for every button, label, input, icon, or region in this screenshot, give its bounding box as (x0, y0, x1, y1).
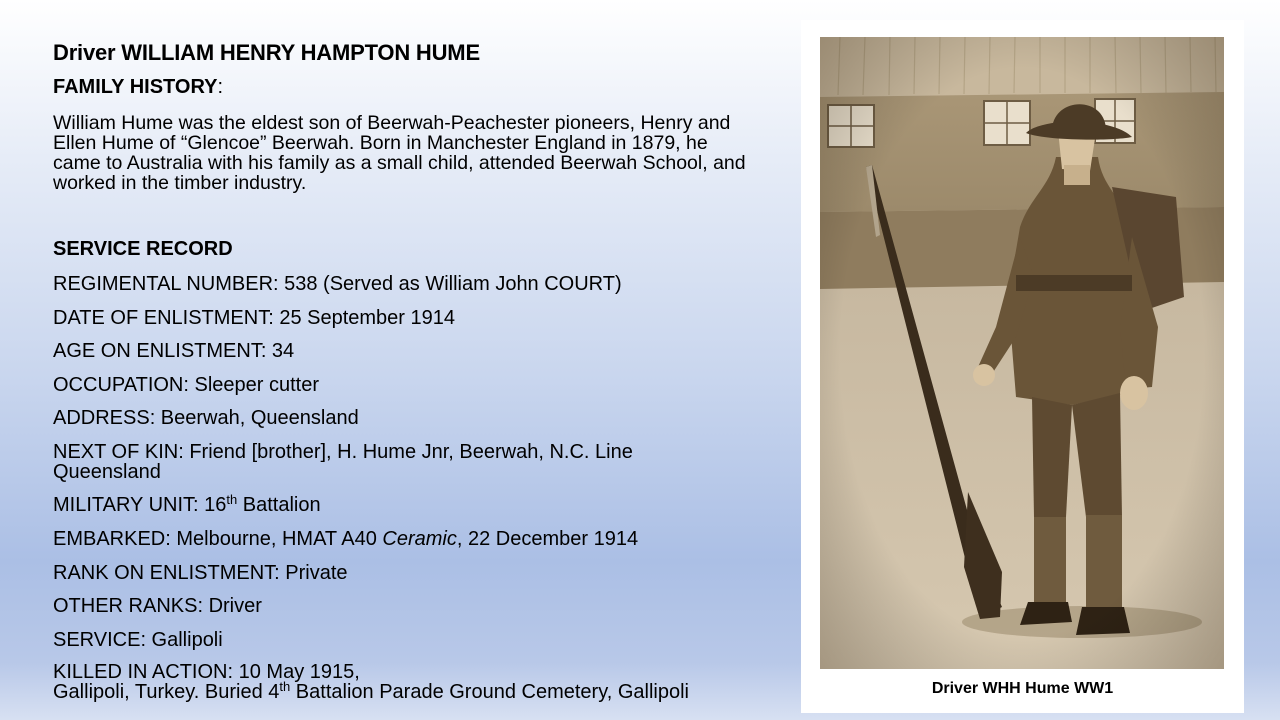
military-unit-ordinal: th (226, 492, 238, 507)
killed-line2-suffix: Battalion Parade Ground Cemetery, Gallipoli (290, 681, 689, 703)
service-record-heading: SERVICE RECORD (53, 238, 233, 260)
next-of-kin-line1: NEXT OF KIN: Friend [brother], H. Hume Jnr, Beerwah, N.C. Line (53, 441, 633, 463)
embarked (53, 529, 638, 549)
killed-in-action-line2 (53, 679, 689, 703)
embarked-ship: Ceramic (382, 528, 457, 550)
other-ranks: OTHER RANKS: Driver (53, 595, 262, 617)
family-history-heading (53, 76, 223, 99)
military-unit-suffix: Battalion (237, 494, 321, 516)
occupation: OCCUPATION: Sleeper cutter (53, 374, 319, 396)
photo-caption: Driver WHH Hume WW1 (931, 680, 1114, 697)
family-history-label: FAMILY HISTORY (53, 76, 218, 98)
date-of-enlistment: DATE OF ENLISTMENT: 25 September 1914 (53, 307, 456, 329)
embarked-prefix: EMBARKED: Melbourne, HMAT A40 (53, 528, 383, 550)
military-unit (53, 492, 321, 516)
soldier-photo (820, 37, 1224, 669)
regimental-number: REGIMENTAL NUMBER: 538 (Served as William John COURT) (53, 273, 622, 295)
family-history-body: William Hume was the eldest son of Beerwah-Peachester pioneers, Henry and Ellen Hume of “Glencoe” Beerwah. Born in Manchester England in 1879, he came to Australia with his family as a small child, attended Beerwah School, and worked in the timber industry. (53, 112, 746, 194)
soldier-photo-illustration (820, 37, 1224, 669)
age-on-enlistment: AGE ON ENLISTMENT: 34 (53, 340, 295, 362)
page-title: Driver WILLIAM HENRY HAMPTON HUME (53, 40, 480, 65)
next-of-kin-line2: Queensland (53, 461, 161, 483)
family-history-colon: : (217, 76, 224, 98)
address: ADDRESS: Beerwah, Queensland (53, 407, 359, 429)
rank-on-enlistment: RANK ON ENLISTMENT: Private (53, 562, 348, 584)
service: SERVICE: Gallipoli (53, 629, 223, 651)
photo-frame (801, 20, 1244, 713)
killed-line2-ordinal: th (279, 679, 291, 694)
embarked-suffix: , 22 December 1914 (456, 528, 639, 550)
killed-in-action-line1: KILLED IN ACTION: 10 May 1915, (53, 661, 360, 683)
killed-line2-prefix: Gallipoli, Turkey. Buried 4 (53, 681, 280, 703)
military-unit-prefix: MILITARY UNIT: 16 (53, 494, 227, 516)
